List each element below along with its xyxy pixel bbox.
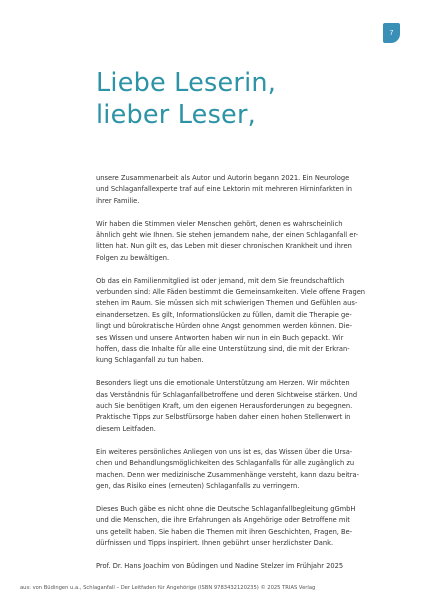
paragraph-line: Dieses Buch gäbe es nicht ohne die Deutsche Schlaganfallbegleitung gGmbH <box>96 504 356 513</box>
paragraph-line: machen. Denn wer medizinische Zusammenhänge versteht, kann dazu beitra- <box>96 470 360 479</box>
paragraph-line: ses Wissen und unsere Antworten haben wir nun in ein Buch gepackt. Wir <box>96 333 344 342</box>
paragraph-line: Ein weiteres persönliches Anliegen von uns ist es, das Wissen über die Ursa- <box>96 447 353 456</box>
paragraph <box>96 219 382 265</box>
paragraph-line: hoffen, dass die Inhalte für alle eine Unterstützung sind, die mit der Erkran- <box>96 345 350 354</box>
title-line-2: lieber Leser, <box>96 100 256 130</box>
paragraph-line: und Schlaganfallexperte traf auf eine Lektorin mit mehreren Hirninfarkten in <box>96 185 353 194</box>
paragraph-line: das Verständnis für Schlaganfallbetroffene und deren Sichtweise stärken. Und <box>96 390 358 399</box>
paragraph-line: auch Sie benötigen Kraft, um den eigenen Herausforderungen zu begegnen. <box>96 402 353 411</box>
paragraph-line: und die Menschen, die ihre Erfahrungen als Angehörige oder Betroffene mit <box>96 516 350 525</box>
paragraph-line: litten hat. Nun gilt es, das Leben mit dieser chronischen Krankheit und ihren <box>96 242 352 251</box>
paragraph-line: stehen im Raum. Sie müssen sich mit schwierigen Themen und Gefühlen aus- <box>96 299 358 308</box>
paragraph-line: diesem Leitfaden. <box>96 424 156 433</box>
paragraph-line: gen, das Risiko eines (erneuten) Schlaganfalls zu verringern. <box>96 481 300 490</box>
paragraph-line: Ob das ein Familienmitglied ist oder jemand, mit dem Sie freundschaftlich <box>96 276 345 285</box>
page-number: 7 <box>389 29 394 37</box>
paragraph-line: Prof. Dr. Hans Joachim von Büdingen und Nadine Stelzer im Frühjahr 2025 <box>96 561 344 570</box>
paragraph-line: kung Schlaganfall zu tun haben. <box>96 356 204 365</box>
paragraph-line: uns geteilt haben. Sie haben die Themen mit ihren Geschichten, Fragen, Be- <box>96 527 353 536</box>
title-line-1: Liebe Leserin, <box>96 68 277 98</box>
paragraph <box>96 447 382 493</box>
paragraph <box>96 504 382 550</box>
paragraph-line: lingt und bürokratische Hürden ohne Angst genommen werden können. Die- <box>96 322 353 331</box>
paragraph-line: einandersetzen. Es gilt, Informationslücken zu füllen, damit die Therapie ge- <box>96 310 352 319</box>
body-text <box>96 173 382 584</box>
paragraph-line: chen und Behandlungsmöglichkeiten des Schlaganfalls für alle zugänglich zu <box>96 459 355 468</box>
paragraph <box>96 276 382 367</box>
paragraph-line: ihrer Familie. <box>96 196 140 205</box>
paragraph-line: verbunden sind: Alle Fäden bestimmt die Gemeinsamkeiten. Viele offene Fragen <box>96 288 366 297</box>
paragraph-line: unsere Zusammenarbeit als Autor und Autorin begann 2021. Ein Neurologe <box>96 174 350 182</box>
paragraph-line: dürfnissen und Tipps inspiriert. Ihnen gebührt unser herzlichster Dank. <box>96 538 334 547</box>
paragraph <box>96 378 382 435</box>
paragraph-line: Besonders liegt uns die emotionale Unterstützung am Herzen. Wir möchten <box>96 379 350 388</box>
paragraph-line: Praktische Tipps zur Selbstfürsorge haben daher einen hohen Stellenwert in <box>96 413 351 422</box>
paragraph-line: Folgen zu bewältigen. <box>96 253 170 262</box>
paragraph-line: ähnlich geht wie Ihnen. Sie stehen jemandem nahe, der einen Schlaganfall er- <box>96 231 359 240</box>
page-number-badge <box>383 23 400 43</box>
footer-citation: aus: von Büdingen u.a., Schlaganfall – Der Leitfaden für Angehörige (ISBN 9783432120235) © 2025 TRIAS Verlag <box>20 585 316 591</box>
page-title <box>96 67 276 131</box>
paragraph <box>96 561 382 572</box>
paragraph <box>96 173 382 207</box>
paragraph-line: Wir haben die Stimmen vieler Menschen gehört, denen es wahrscheinlich <box>96 219 343 228</box>
